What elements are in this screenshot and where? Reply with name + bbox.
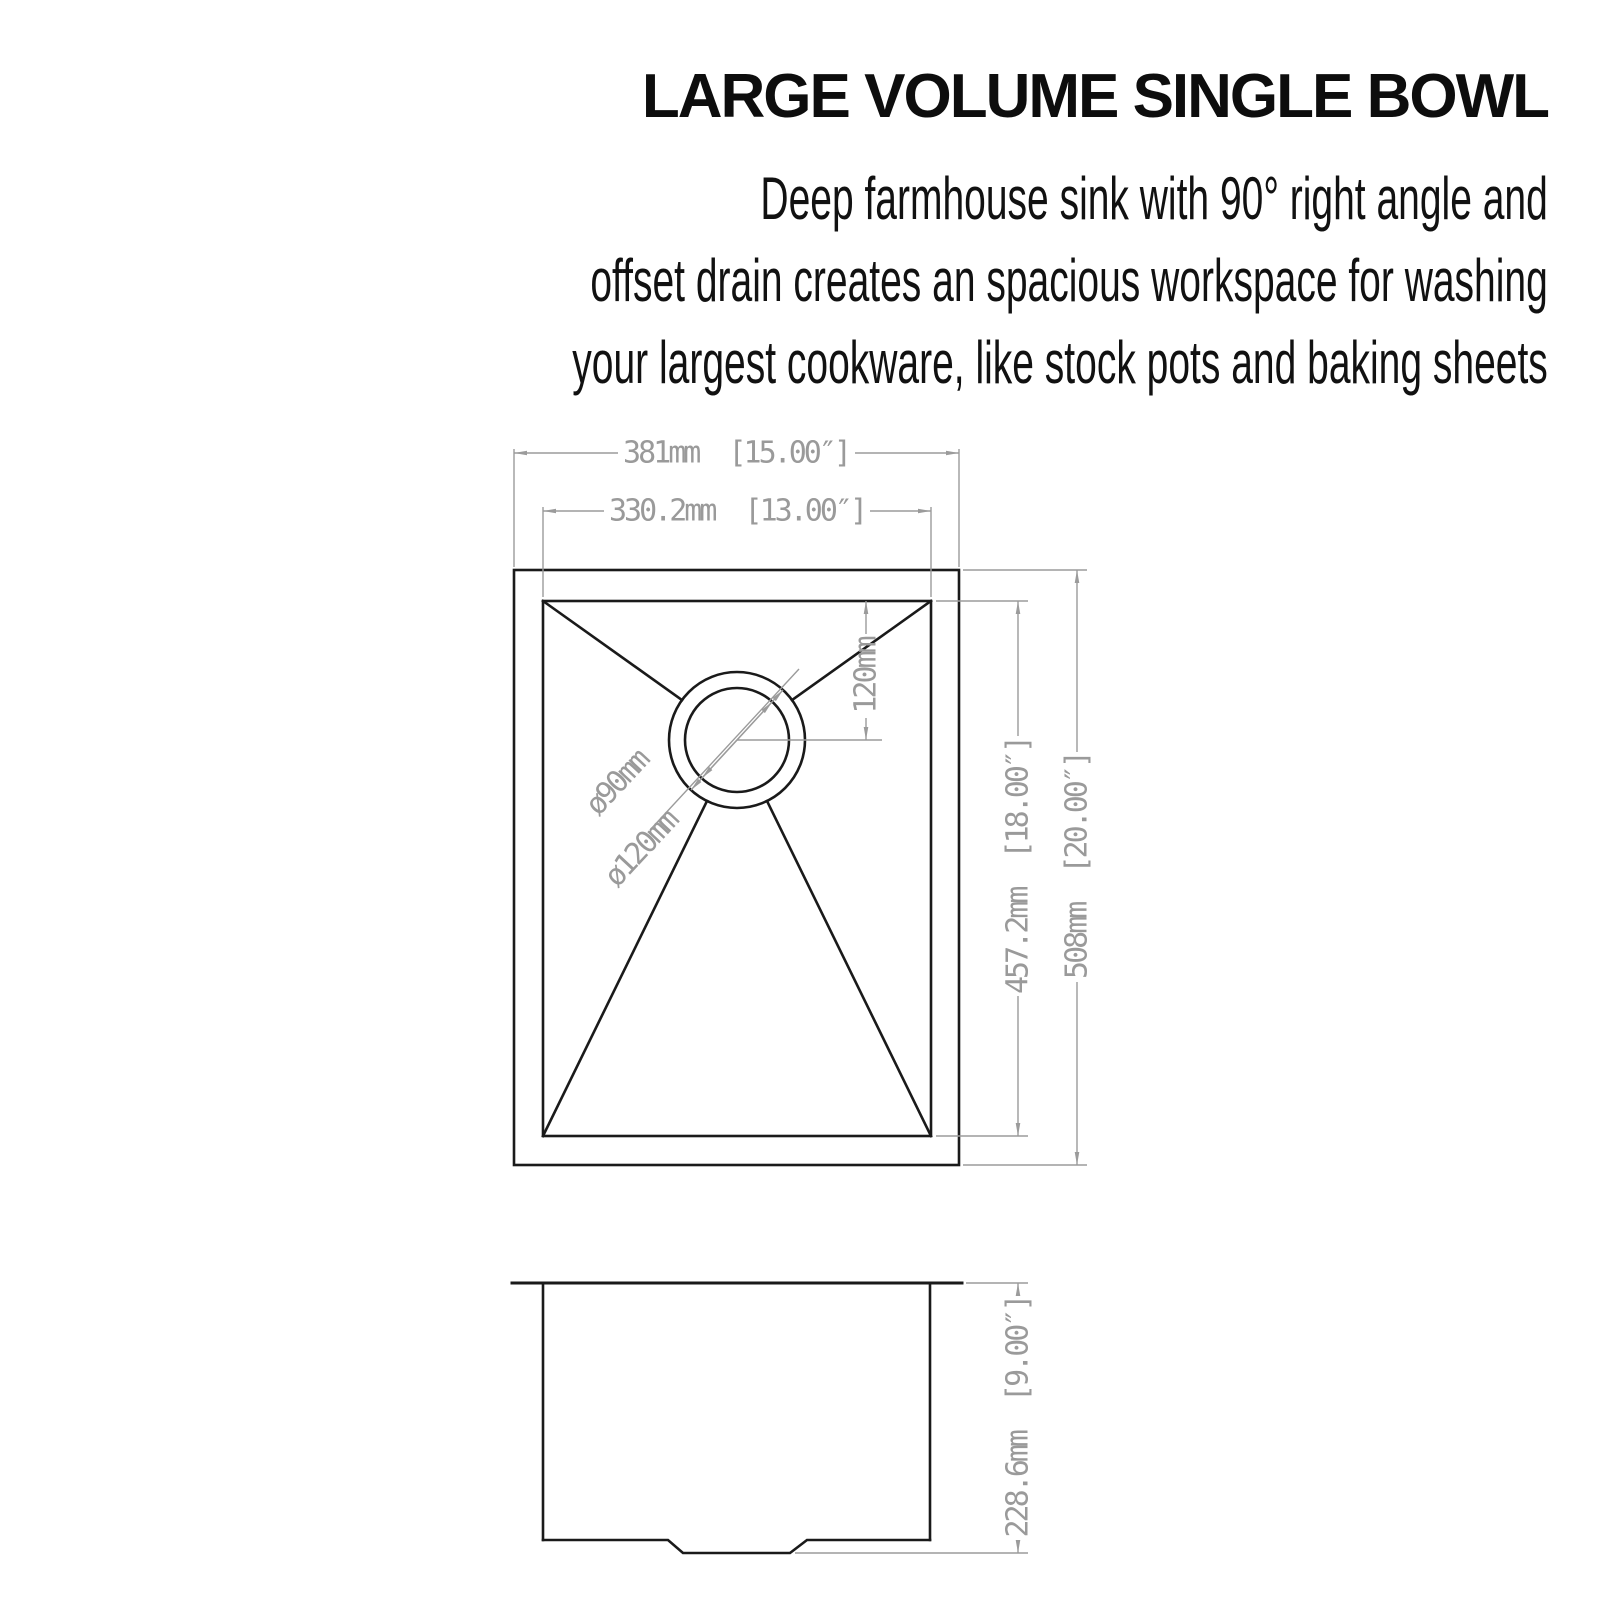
diameter-arrow-outer-ne <box>737 690 783 740</box>
sink-top-view <box>514 570 959 1165</box>
drain-diameter-leaders <box>579 669 799 894</box>
dim-drain-offset <box>737 601 884 740</box>
dim-label-outer-depth: 508mm [20.00″] <box>1059 753 1095 979</box>
page-title: LARGE VOLUME SINGLE BOWL <box>641 62 1548 131</box>
dim-label-bowl-depth: 228.6mm [9.00″] <box>1000 1296 1036 1538</box>
bowl-slope-line-bottom-right <box>767 801 931 1136</box>
description-line-3: your largest cookware, like stock pots and baking sheets <box>572 329 1548 396</box>
dim-label-drain-offset: 120mm <box>848 638 884 714</box>
description-line-2: offset drain creates an spacious workspace for washing <box>590 247 1548 314</box>
dim-label-outer-width: 381mm [15.00″] <box>623 435 849 471</box>
description-line-1: Deep farmhouse sink with 90° right angle and <box>760 165 1548 232</box>
dim-inner-width <box>543 494 931 598</box>
sink-side-view <box>512 1283 962 1553</box>
dim-label-inner-depth: 457.2mm [18.00″] <box>1000 737 1036 995</box>
dim-label-drain-inner-diameter: ø90mm <box>578 743 656 823</box>
bowl-slope-line-top-left <box>543 601 682 700</box>
dim-label-inner-width: 330.2mm [13.00″] <box>608 493 866 529</box>
top-view-outer-rim <box>514 570 959 1165</box>
diameter-arrow-outer-sw <box>691 740 737 790</box>
side-view-bottom-with-drain-stub <box>543 1540 930 1553</box>
dim-inner-depth <box>936 601 1036 1136</box>
dim-bowl-depth <box>795 1283 1036 1553</box>
dim-label-drain-outer-diameter: ø120mm <box>597 804 685 894</box>
